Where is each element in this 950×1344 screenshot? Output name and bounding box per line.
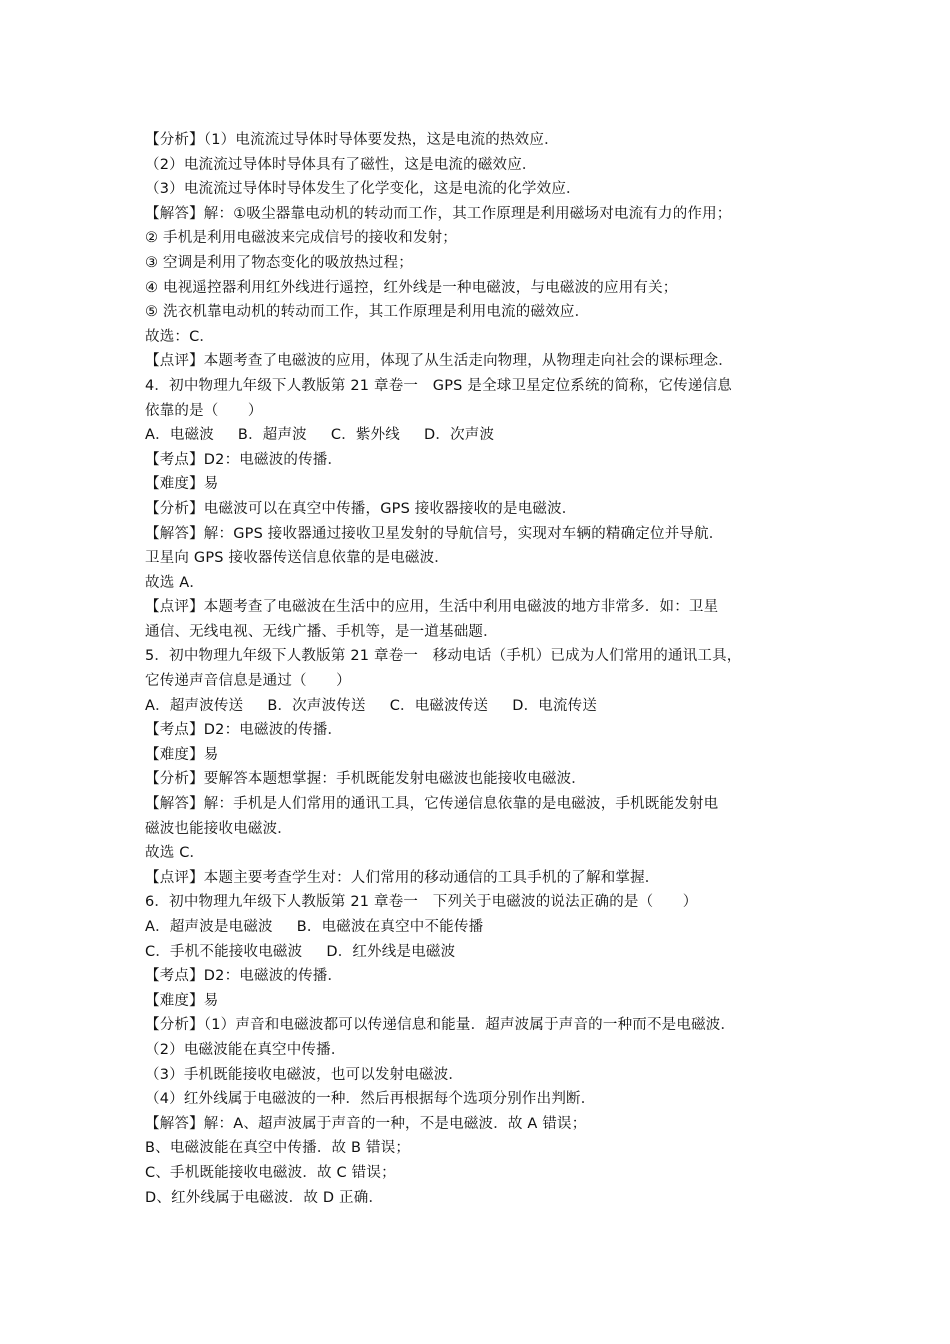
text-line: ④ 电视遥控器利用红外线进行遥控，红外线是一种电磁波，与电磁波的应用有关； — [145, 279, 678, 296]
text-line: 【分析】（1）声音和电磁波都可以传递信息和能量．超声波属于声音的一种而不是电磁波． — [145, 1017, 736, 1034]
text-line: 通信、无线电视、无线广播、手机等，是一道基础题． — [145, 623, 498, 640]
text-line: 【点评】本题考查了电磁波在生活中的应用，生活中利用电磁波的地方非常多．如：卫星 — [145, 599, 719, 616]
text-line: D、红外线属于电磁波．故 D 正确． — [145, 1189, 384, 1206]
text-line: 【解答】解：手机是人们常用的通讯工具，它传递信息依靠的是电磁波，手机既能发射电 — [145, 796, 719, 813]
text-line: 【解答】解：GPS 接收器通过接收卫星发射的导航信号，实现对车辆的精确定位并导航． — [145, 525, 724, 542]
text-line: 卫星向 GPS 接收器传送信息依靠的是电磁波． — [145, 550, 450, 567]
text-line: 【解答】解：A、超声波属于声音的一种，不是电磁波．故 A 错误； — [145, 1115, 587, 1132]
option-B: B．电磁波在真空中不能传播 — [296, 919, 484, 935]
text-line: C、手机既能接收电磁波．故 C 错误； — [145, 1164, 396, 1181]
text-line: 【分析】要解答本题想掌握：手机既能发射电磁波也能接收电磁波． — [145, 771, 586, 788]
text-line: （3）电流流过导体时导体发生了化学变化，这是电流的化学效应． — [145, 181, 581, 198]
text-line: 【难度】易 — [145, 476, 219, 493]
text-line: 【分析】电磁波可以在真空中传播，GPS 接收器接收的是电磁波． — [145, 500, 577, 517]
text-line: （3）手机既能接收电磁波，也可以发射电磁波． — [145, 1066, 464, 1083]
text-line: 【解答】解：①吸尘器靠电动机的转动而工作，其工作原理是利用磁场对电流有力的作用； — [145, 205, 732, 222]
option-B: B．超声波 — [237, 427, 307, 444]
text-line: 【难度】易 — [145, 992, 219, 1009]
options-line — [145, 423, 825, 448]
text-line: 6．初中物理九年级下人教版第 21 章卷一 下列关于电磁波的说法正确的是（ ） — [145, 894, 698, 911]
text-line: 依靠的是（ ） — [145, 402, 263, 419]
option-B: B．次声波传送 — [267, 697, 366, 714]
document-body — [145, 128, 825, 1210]
option-A: C．手机不能接收电磁波 — [145, 943, 303, 960]
text-line: 故选 A． — [145, 574, 205, 591]
option-D: D．电流传送 — [512, 697, 598, 714]
options-line — [145, 694, 825, 719]
text-line: 它传递声音信息是通过（ ） — [145, 673, 351, 690]
option-D: D．次声波 — [424, 427, 495, 444]
text-line: （4）红外线属于电磁波的一种．然后再根据每个选项分别作出判断． — [145, 1091, 596, 1108]
text-line: 【点评】本题主要考查学生对：人们常用的移动通信的工具手机的了解和掌握． — [145, 869, 660, 886]
text-line: B、电磁波能在真空中传播．故 B 错误； — [145, 1140, 411, 1157]
options-line — [145, 940, 825, 965]
text-line: 【点评】本题考查了电磁波的应用，体现了从生活走向物理，从物理走向社会的课标理念． — [145, 353, 733, 370]
text-line: ⑤ 洗衣机靠电动机的转动而工作，其工作原理是利用电流的磁效应． — [145, 304, 590, 321]
options-line — [145, 915, 825, 940]
text-line: ② 手机是利用电磁波来完成信号的接收和发射； — [145, 230, 458, 247]
text-line: 【考点】D2：电磁波的传播． — [145, 451, 343, 468]
text-line: 【难度】易 — [145, 746, 219, 763]
option-A: A．电磁波 — [145, 427, 214, 444]
text-line: 5．初中物理九年级下人教版第 21 章卷一 移动电话（手机）已成为人们常用的通讯工具， — [145, 648, 742, 665]
option-C: C．电磁波传送 — [389, 697, 489, 714]
text-line: ③ 空调是利用了物态变化的吸放热过程； — [145, 254, 413, 271]
text-line: 故选：C． — [145, 328, 215, 345]
option-A: A．超声波是电磁波 — [145, 919, 273, 935]
text-line: 磁波也能接收电磁波． — [145, 820, 292, 837]
text-line: （2）电流流过导体时导体具有了磁性，这是电流的磁效应． — [145, 156, 537, 173]
text-line: 故选 C． — [145, 845, 205, 862]
option-B: D．红外线是电磁波 — [326, 943, 456, 960]
text-line: 【考点】D2：电磁波的传播． — [145, 968, 343, 985]
text-line: 【分析】（1）电流流过导体时导体要发热，这是电流的热效应． — [145, 132, 559, 148]
option-C: C．紫外线 — [330, 427, 400, 444]
text-line: 4．初中物理九年级下人教版第 21 章卷一 GPS 是全球卫星定位系统的简称，它传递信息 — [145, 377, 732, 394]
text-line: （2）电磁波能在真空中传播． — [145, 1041, 346, 1058]
text-line: 【考点】D2：电磁波的传播． — [145, 722, 343, 739]
option-A: A．超声波传送 — [145, 697, 244, 714]
